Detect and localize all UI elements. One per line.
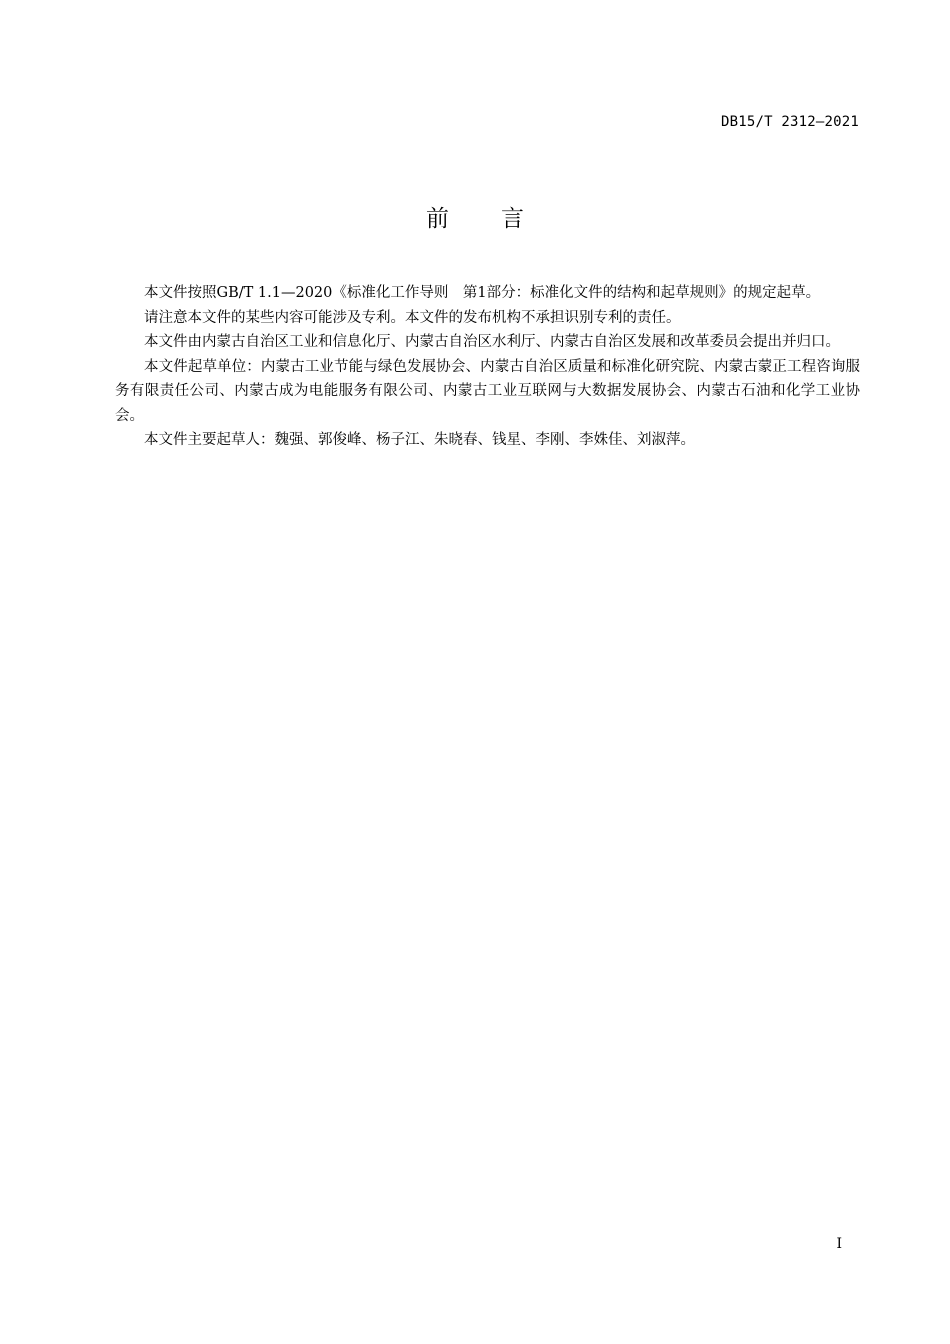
paragraph-drafting-rules: 本文件按照GB/T 1.1—2020《标准化工作导则 第1部分：标准化文件的结构和起草规则》的规定起草。 [144,285,821,301]
paragraph-drafting-units: 本文件起草单位：内蒙古工业节能与绿色发展协会、内蒙古自治区质量和标准化研究院、内蒙古蒙正工程咨询服务有限责任公司、内蒙古成为电能服务有限公司、内蒙古工业互联网与大数据发展协会、内蒙古石油和化学工业协会。 [115,358,860,424]
document-code: DB15/T 2312—2021 [720,114,859,130]
page-number: I [836,1236,842,1252]
paragraph-proposer: 本文件由内蒙古自治区工业和信息化厅、内蒙古自治区水利厅、内蒙古自治区发展和改革委员会提出并归口。 [144,334,840,350]
paragraph-drafters: 本文件主要起草人：魏强、郭俊峰、杨子江、朱晓春、钱星、李刚、李姝佳、刘淑萍。 [144,432,695,448]
foreword-body [115,281,860,453]
page-title: 前言 [426,206,576,232]
paragraph-patent-notice: 请注意本文件的某些内容可能涉及专利。本文件的发布机构不承担识别专利的责任。 [144,309,681,326]
